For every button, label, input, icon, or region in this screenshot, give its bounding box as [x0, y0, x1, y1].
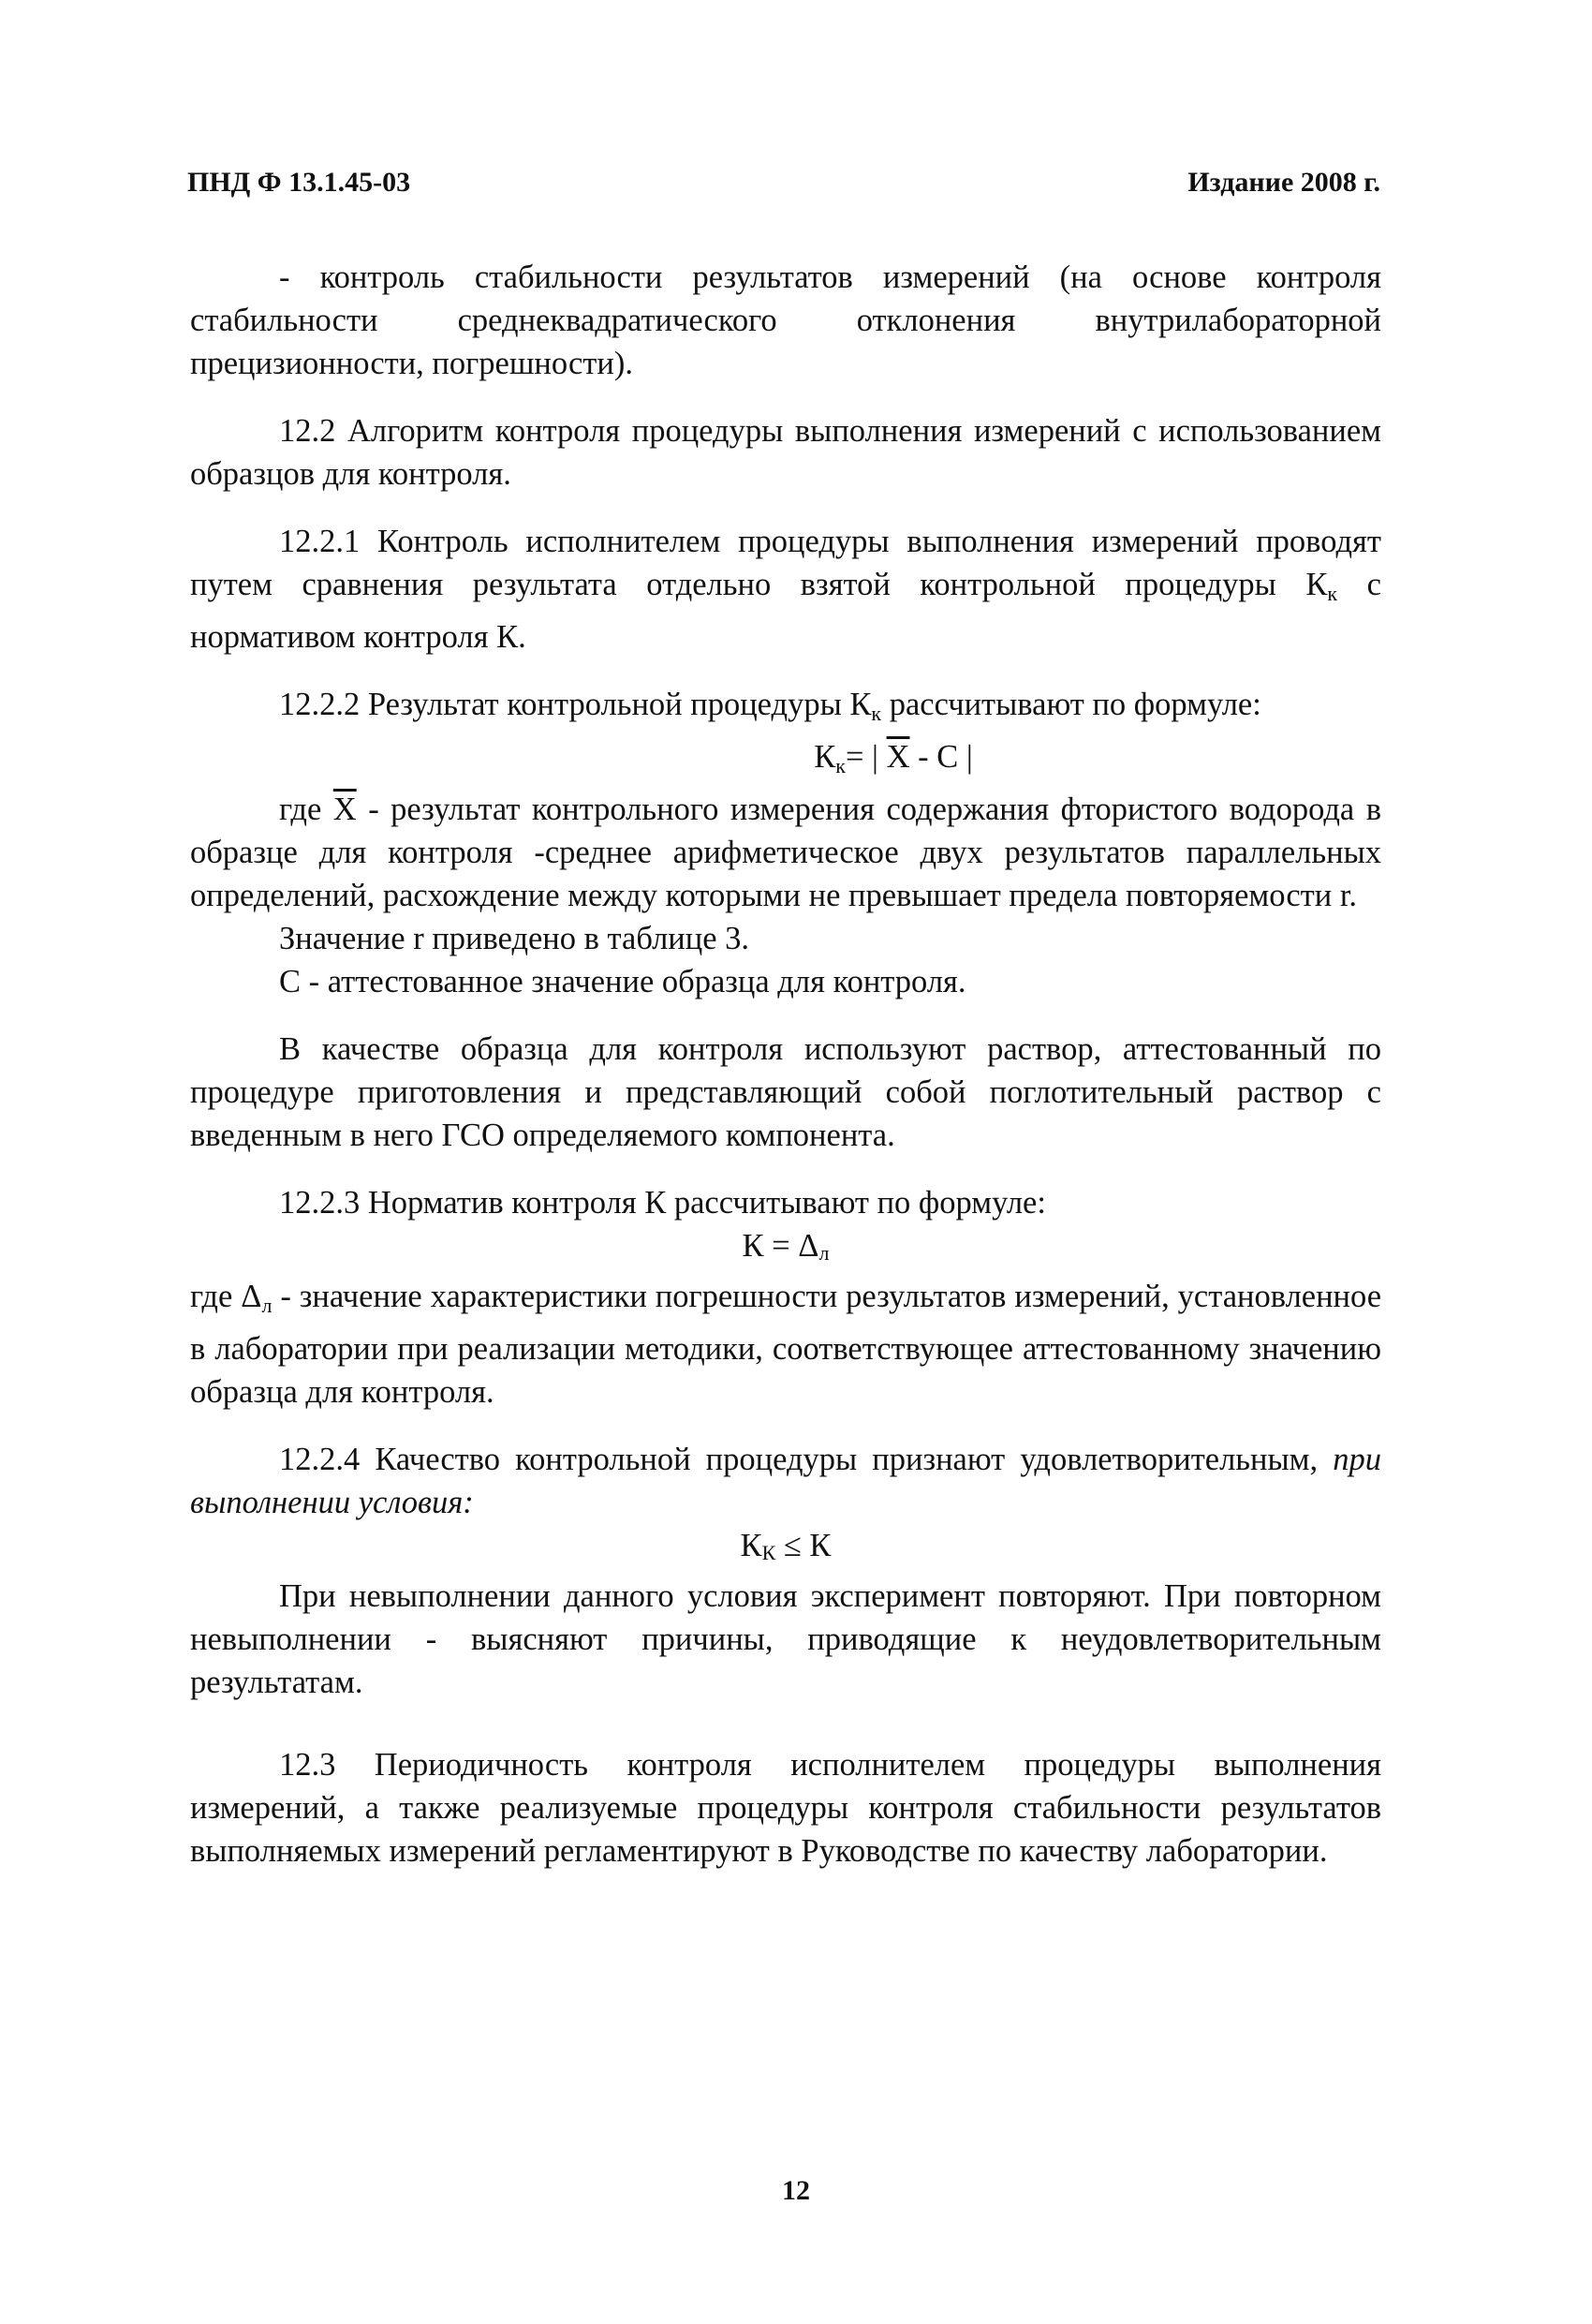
edition-label: Издание 2008 г. — [1187, 167, 1380, 198]
page-body — [190, 256, 1381, 1873]
formula-k: К = Δл — [742, 1228, 830, 1265]
paragraph-12-3: 12.3 Периодичность контроля исполнителем процедуры выполнения измерений, а также реализуемые процедуры контроля стабильности результатов выполняемых измерений регламентируют в Руководстве по качеству лаборатории. — [190, 1747, 1381, 1869]
paragraph-sample: В качестве образца для контроля используют раствор, аттестованный по процедуре приготовления и представляющий собой поглотительный раствор с введенным в него ГСО определяемого компонента. — [190, 1031, 1381, 1153]
paragraph-r-value: Значение r приведено в таблице 3. — [279, 921, 750, 956]
paragraph-12-2-2: 12.2.2 Результат контрольной процедуры $К_к$ рассчитывают по формуле: — [279, 687, 1261, 725]
paragraph-where-x: где $\overline{X}$ - результат контрольного измерения содержания фтористого водорода в образце для контроля -среднее арифметическое двух результатов параллельных определений, расхождение между которыми не превышает предела повторяемости r. — [190, 792, 1381, 913]
paragraph-stability-control: - контроль стабильности результатов измерений (на основе контроля стабильности среднеквадратического отклонения внутрилабораторной прецизионности, погрешности). — [190, 259, 1381, 381]
paragraph-where-delta: где $\Delta_л$ - значение характеристики погрешности результатов измерений, установленное в лаборатории при реализации методики, соответствующее аттестованному значению образца для контроля. — [190, 1279, 1382, 1410]
formula-kk: $К_к=$ | $\overline{X}$ - С | — [814, 739, 973, 777]
formula-condition: КК ≤ К — [740, 1528, 832, 1564]
page-number: 12 — [782, 2175, 810, 2206]
paragraph-12-2-3: 12.2.3 Норматив контроля К рассчитывают по формуле: — [279, 1185, 1046, 1221]
paragraph-failure: При невыполнении данного условия эксперимент повторяют. При повторном невыполнении - выясняют причины, приводящие к неудовлетворительным результатам. — [190, 1578, 1381, 1700]
paragraph-12-2-1: 12.2.1 Контроль исполнителем процедуры выполнения измерений проводят путем сравнения результата отдельно взятой контрольной процедуры $К_к$ с нормативом контроля К. — [190, 524, 1381, 655]
paragraph-12-2-4: 12.2.4 Качество контрольной процедуры признают удовлетворительным, при выполнении условия: — [190, 1442, 1381, 1520]
paragraph-c-value: С - аттестованное значение образца для контроля. — [279, 964, 966, 999]
paragraph-12-2: 12.2 Алгоритм контроля процедуры выполнения измерений с использованием образцов для контроля. — [190, 413, 1381, 492]
document-code: ПНД Ф 13.1.45-03 — [187, 167, 411, 198]
